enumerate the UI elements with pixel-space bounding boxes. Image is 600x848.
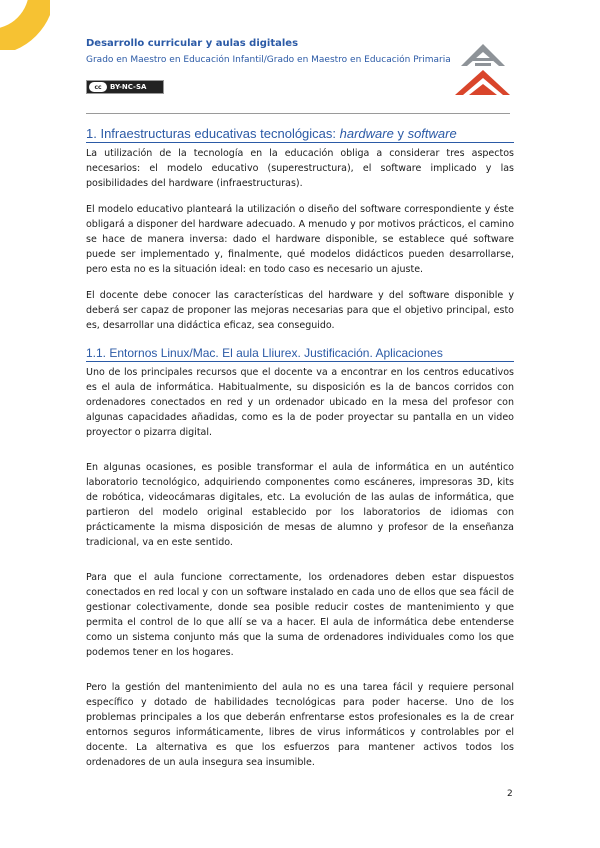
paragraph: El docente debe conocer las características del hardware y del software disponible y deberá ser capaz de proponer las mejoras necesarias para que el objetivo principal, esto es, desarrollar una didáctica eficaz, sea conseguido. — [86, 290, 514, 331]
paragraph: Uno de los principales recursos que el docente va a encontrar en los centros educativos es el aula de informática. Habitualmente, su disposición es la de bancos corridos con ordenadores conectados en red y un ordenador ubicado en la mesa del profesor con algunas capacidades añadidas, como es la de poder proyectar su pantalla en un video proyector o pizarra digital. — [86, 367, 514, 438]
degree-subtitle: Grado en Maestro en Educación Infantil/Grado en Maestro en Educación Primaria — [86, 55, 451, 65]
course-title: Desarrollo curricular y aulas digitales — [86, 38, 299, 49]
paragraph: El modelo educativo planteará la utilización o diseño del software correspondiente y éste obligará a disponer del hardware adecuado. A menudo y por motivos prácticos, el camino se hace de manera inversa: dado el hardware disponible, se establece qué software puede ser implementado y, finalmente, qué modelos didácticos pueden desarrollarse, pero esta no es la situación ideal: en todo caso es necesario un ajuste. — [86, 204, 515, 275]
license-text: BY-NC-SA — [110, 83, 147, 91]
corner-decoration — [0, 0, 50, 50]
paragraph: Pero la gestión del mantenimiento del aula no es una tarea fácil y requiere personal específico y dotado de habilidades tecnológicas para poder hacerse. Uno de los problemas principales a los que deberán enfrentarse estos profesionales es la de crear entornos seguros informáticamente, libres de virus informáticos y controlables por el docente. La alternativa es que los esfuerzos para mantener activos todos los ordenadores de un aula insegura sea insumible. — [86, 682, 514, 768]
paragraph: Para que el aula funcione correctamente, los ordenadores deben estar dispuestos conectados en red local y con un software instalado en cada uno de ellos que sea fácil de gestionar colectivamente, donde sea posible reducir costes de mantenimiento y que permita el control de lo que allí se va a hacer. El aula de informática debe entenderse como un sistema conjunto más que la suma de ordenadores individuales como los que podemos tener en los hogares. — [86, 572, 514, 658]
cc-icon: cc — [89, 82, 107, 92]
license-badge[interactable] — [86, 80, 164, 94]
subsection-heading: 1.1. Entornos Linux/Mac. El aula Lliurex. Justificación. Aplicaciones — [86, 346, 514, 362]
page-number: 2 — [507, 789, 513, 799]
university-logo-icon — [455, 40, 510, 95]
main-content — [86, 126, 514, 770]
section-heading: 1. Infraestructuras educativas tecnológicas: hardware y software — [86, 126, 514, 143]
paragraph: La utilización de la tecnología en la educación obliga a considerar tres aspectos necesarios: el modelo educativo (superestructura), el software implicado y las posibilidades del hardware (infraestructuras). — [86, 148, 514, 189]
paragraph: En algunas ocasiones, es posible transformar el aula de informática en un auténtico laboratorio tecnológico, adquiriendo componentes como escáneres, impresoras 3D, kits de robótica, videocámaras digitales, etc. La evolución de las aulas de informática, que partieron del modelo original establecido por los laboratorios de idiomas con prácticamente la misma disposición de mesas de alumno y profesor de la enseñanza tradicional, va en este sentido. — [86, 462, 514, 548]
header-divider — [86, 113, 510, 114]
